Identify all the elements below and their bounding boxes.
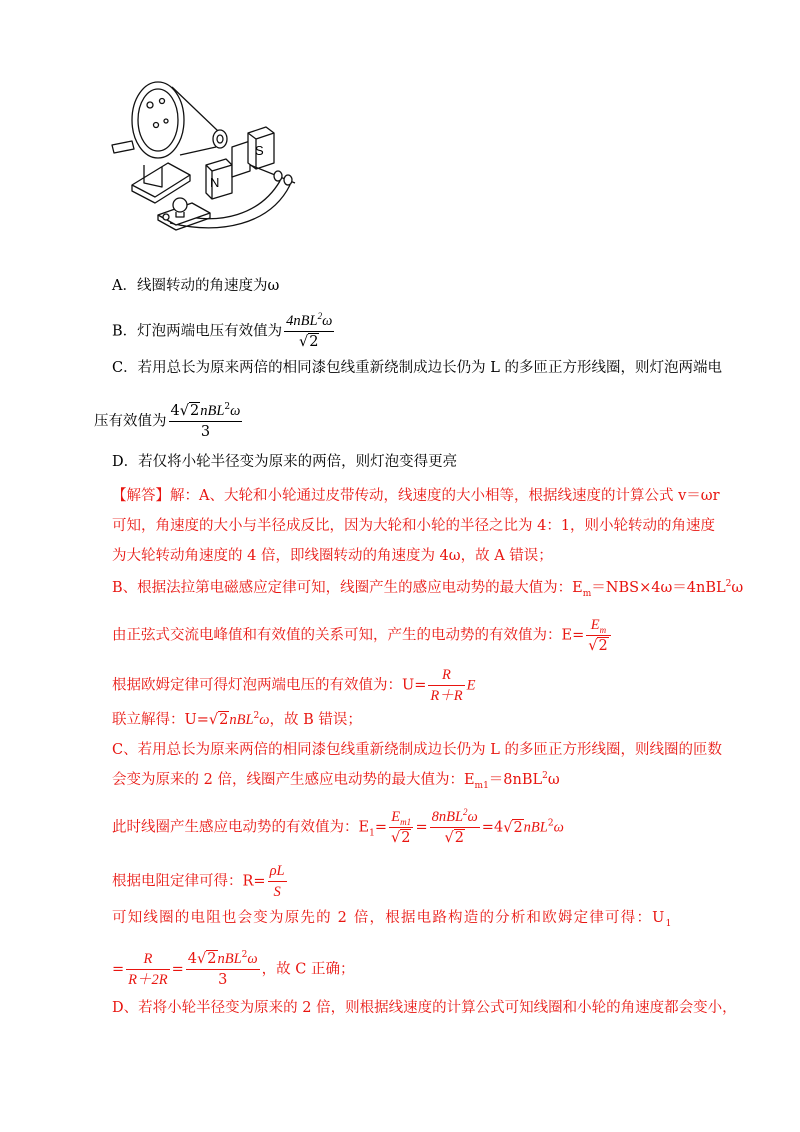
solution-tag: 【解答】 — [112, 488, 170, 504]
fraction-u1b: $\frac{4√2nBL^2\omega}{3}$ — [187, 950, 258, 988]
solution-line-12: 可知线圈的电阻也会变为原先的 2 倍，根据电路构造的分析和欧姆定律可得：$U_1$ — [112, 910, 673, 929]
option-b: B．灯泡两端电压有效值为 $\frac{4nBL^2\omega}{√2}$ — [112, 311, 333, 350]
big-wheel — [132, 82, 184, 158]
generator-figure — [110, 75, 320, 245]
solution-line-4: B、根据法拉第电磁感应定律可知，线圈产生的感应电动势的最大值为：$E_m=NBS\times 4\omega=4nBL^2\omega$ — [112, 579, 744, 599]
small-wheel — [213, 130, 227, 148]
fraction-c: $\frac{4√2nBL^2\omega}{3}$ — [170, 402, 241, 440]
wheel-base — [132, 163, 190, 197]
solution-line-11: 根据电阻定律可得：R= $\frac{\rho L}{S}$ — [112, 863, 285, 900]
solution-line-10: 此时线圈产生感应电动势的有效值为：$E_1=$ $\frac{E_{m1}}{√2}$ = $\frac{8nBL^2\omega}{√2}$ =4√2nBL$^2$ω — [112, 807, 564, 846]
solution-line-13: = $\frac{R}{R+2R}$ = $\frac{4√2nBL^2\omega}{3}$ ，故 C 正确； — [112, 950, 355, 988]
fraction-u1: $\frac{R}{R+2R}$ — [128, 951, 168, 988]
option-c: C．若用总长为原来两倍的相同漆包线重新绕制成边长仍为 L 的多匝正方形线圈，则灯泡两端电 — [112, 360, 722, 376]
solution-line-6: 根据欧姆定律可得灯泡两端电压的有效值为：U= $\frac{R}{R+R}$ E — [112, 667, 476, 704]
solution-line-9: 会变为原来的 2 倍，线圈产生感应电动势的最大值为：$E_{m1}=8nBL^2\omega$ — [112, 771, 560, 791]
magnet-n-label: N — [210, 175, 220, 190]
solution-line-1: 【解答】解：A、大轮和小轮通过皮带传动，线速度的大小相等，根据线速度的计算公式 v＝ωr — [112, 488, 720, 504]
solution-line-2: 可知，角速度的大小与半径成反比，因为大轮和小轮的半径之比为 4：1，则小轮转动的角速度 — [112, 518, 716, 534]
lamp-bulb — [173, 198, 187, 212]
fraction-e1: $\frac{E_{m1}}{√2}$ — [389, 808, 413, 847]
fraction-b: $\frac{4nBL^2\omega}{√2}$ — [286, 311, 333, 350]
option-c-cont: 压有效值为 $\frac{4√2nBL^2\omega}{3}$ — [94, 402, 241, 440]
fraction-e1b: $\frac{8nBL^2\omega}{√2}$ — [431, 807, 478, 846]
fraction-r: $\frac{\rho L}{S}$ — [269, 863, 285, 900]
solution-line-8: C、若用总长为原来两倍的相同漆包线重新绕制成边长仍为 L 的多匝正方形线圈，则线圈的匝数 — [112, 742, 722, 758]
fraction-e: $\frac{E_m}{√2}$ — [586, 616, 610, 655]
solution-line-3: 为大轮转动角速度的 4 倍，即线圈转动的角速度为 4ω，故 A 错误； — [112, 548, 553, 564]
option-d: D．若仅将小轮半径变为原来的两倍，则灯泡变得更亮 — [112, 454, 458, 470]
crank-handle — [112, 141, 134, 153]
solution-line-14: D、若将小轮半径变为原来的 2 倍，则根据线速度的计算公式可知线圈和小轮的角速度都会变小， — [112, 1000, 737, 1016]
option-a: A．线圈转动的角速度为ω — [112, 278, 280, 294]
solution-line-5: 由正弦式交流电峰值和有效值的关系可知，产生的电动势的有效值为：E= $\frac{E_m}{√2}$ — [112, 616, 613, 655]
coil — [232, 141, 250, 177]
magnet-s-label: S — [255, 143, 264, 158]
fraction-u: $\frac{R}{R+R}$ — [430, 667, 463, 704]
solution-line-7: 联立解得：U=√2nBL$^2$ω，故 B 错误； — [112, 711, 362, 728]
